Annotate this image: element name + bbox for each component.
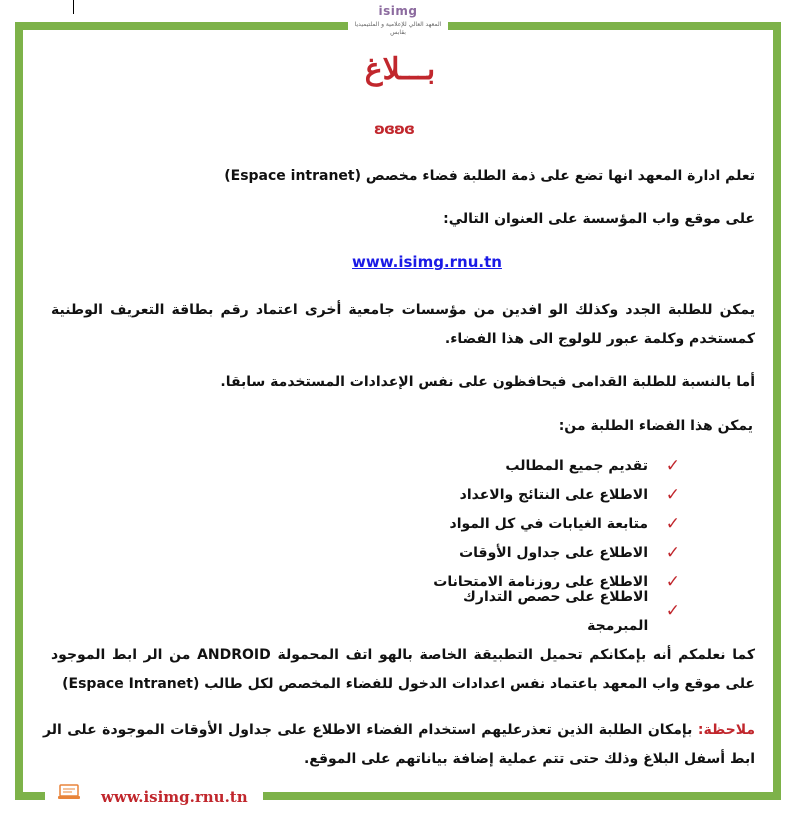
page-title: بـــلاغ [364, 52, 436, 87]
list-item [400, 539, 680, 568]
logo-text: isimg [378, 4, 418, 18]
note-label: ملاحظة: [697, 722, 756, 738]
list-item [400, 588, 680, 634]
check-icon: ✓ [665, 514, 680, 534]
check-icon: ✓ [665, 601, 680, 621]
institute-logo [348, 0, 448, 46]
feature-label: الاطلاع على النتائج والاعداد [459, 487, 648, 503]
paragraph-note [43, 716, 755, 774]
list-item [400, 510, 680, 539]
check-icon: ✓ [665, 456, 680, 476]
paragraph-intro: تعلم ادارة المعهد انها تضع على ذمة الطلبة فضاء مخصص (Espace intranet) [224, 168, 755, 184]
feature-label: الاطلاع على روزنامة الامتحانات [433, 574, 648, 590]
check-icon: ✓ [665, 543, 680, 563]
feature-label: الاطلاع على حصص التدارك المبرمجة [463, 588, 649, 634]
note-text: بإمكان الطلبة الذين تعذرعليهم استخدام الفضاء الاطلاع على جداول الأوقات الموجودة على الر ابط أسفل البلاغ وذلك حتى تتم عملية إضافة بياناتهم على الموقع. [43, 722, 755, 767]
feature-label: متابعة الغيابات في كل المواد [449, 516, 648, 532]
logo-caption: المعهد العالي للإعلامية و الملتيميديا بقابس [354, 21, 442, 36]
check-icon: ✓ [665, 572, 680, 592]
features-list [400, 452, 680, 634]
footer-website-link[interactable]: www.isimg.rnu.tn [101, 788, 248, 806]
paragraph-address-intro: على موقع واب المؤسسة على العنوان التالي: [443, 211, 755, 227]
website-link[interactable]: www.isimg.rnu.tn [352, 253, 502, 271]
ornament-divider: ʚɞʚɞ [374, 120, 414, 138]
computer-icon [57, 784, 81, 800]
feature-label: الاطلاع على جداول الأوقات [459, 545, 648, 561]
list-item [400, 452, 680, 481]
paragraph-android-app: كما نعلمكم أنه بإمكانكم تحميل التطبيقة الخاصة بالهو اتف المحمولة ANDROID من الر ابط الموجود على موقع واب المعهد باعتماد نفس اعدادات الدخول للفضاء المخصص لكل طالب (Espace Intranet) [51, 647, 755, 692]
paragraph-old-students: أما بالنسبة للطلبة القدامى فيحافظون على نفس الإعدادات المستخدمة سابقا. [220, 374, 755, 390]
list-item [400, 481, 680, 510]
feature-label: تقديم جميع المطالب [505, 458, 648, 474]
top-divider-line [73, 0, 74, 14]
check-icon: ✓ [665, 485, 680, 505]
paragraph-features-intro: يمكن هذا الفضاء الطلبة من: [558, 418, 753, 434]
paragraph-new-students: يمكن للطلبة الجدد وكذلك الو افدين من مؤسسات جامعية أخرى اعتماد رقم بطاقة التعريف الوطنية كمستخدم وكلمة عبور للولوج الى هذا الفضاء. [51, 302, 755, 347]
